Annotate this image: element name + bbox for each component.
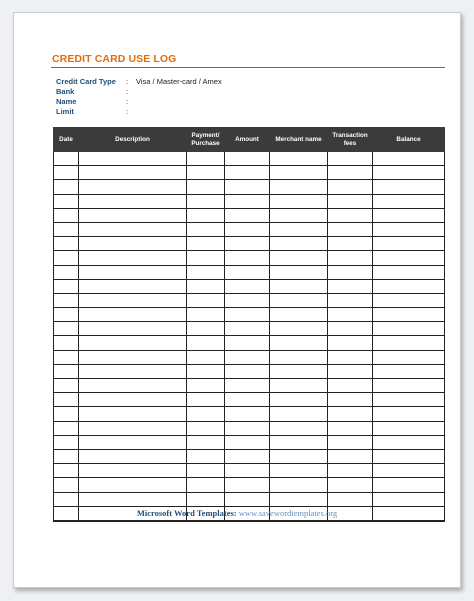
table-cell[interactable]	[79, 251, 187, 265]
table-cell[interactable]	[225, 364, 270, 378]
table-cell[interactable]	[270, 237, 328, 251]
table-cell[interactable]	[373, 464, 445, 478]
table-cell[interactable]	[270, 322, 328, 336]
table-cell[interactable]	[225, 308, 270, 322]
table-row	[54, 279, 445, 293]
table-cell[interactable]	[373, 364, 445, 378]
table-cell[interactable]	[187, 322, 225, 336]
info-label: Limit	[56, 107, 74, 116]
table-cell[interactable]	[225, 407, 270, 421]
table-cell[interactable]	[187, 393, 225, 407]
table-cell[interactable]	[79, 478, 187, 492]
table-cell[interactable]	[54, 322, 79, 336]
table-cell[interactable]	[187, 421, 225, 435]
table-cell[interactable]	[270, 393, 328, 407]
table-cell[interactable]	[54, 265, 79, 279]
table-cell[interactable]	[328, 222, 373, 236]
table-cell[interactable]	[373, 222, 445, 236]
table-cell[interactable]	[54, 279, 79, 293]
table-cell[interactable]	[373, 478, 445, 492]
table-cell[interactable]	[373, 435, 445, 449]
table-cell[interactable]	[79, 379, 187, 393]
column-header-date: Date	[54, 128, 79, 152]
table-cell[interactable]	[187, 478, 225, 492]
footer	[14, 508, 460, 518]
credit-card-log-table	[53, 127, 445, 522]
table-cell[interactable]	[270, 251, 328, 265]
table-cell[interactable]	[225, 492, 270, 506]
table-row	[54, 407, 445, 421]
info-value: Visa / Master-card / Amex	[136, 77, 222, 86]
column-header-description: Description	[79, 128, 187, 152]
table-cell[interactable]	[328, 435, 373, 449]
table-row	[54, 194, 445, 208]
table-cell[interactable]	[187, 336, 225, 350]
info-row-card-type	[56, 77, 222, 87]
table-cell[interactable]	[187, 208, 225, 222]
table-cell[interactable]	[187, 364, 225, 378]
table-cell[interactable]	[328, 379, 373, 393]
table-cell[interactable]	[373, 336, 445, 350]
table-cell[interactable]	[79, 421, 187, 435]
table-cell[interactable]	[187, 407, 225, 421]
table-cell[interactable]	[79, 322, 187, 336]
table-cell[interactable]	[328, 279, 373, 293]
table-cell[interactable]	[54, 208, 79, 222]
table-cell[interactable]	[79, 293, 187, 307]
info-label: Credit Card Type	[56, 77, 116, 86]
table-cell[interactable]	[328, 350, 373, 364]
table-cell[interactable]	[328, 407, 373, 421]
table-row	[54, 336, 445, 350]
table-row	[54, 449, 445, 463]
table-cell[interactable]	[373, 293, 445, 307]
card-info-block	[56, 77, 222, 117]
table-cell[interactable]	[328, 336, 373, 350]
table-cell[interactable]	[54, 251, 79, 265]
table-cell[interactable]	[79, 435, 187, 449]
table-cell[interactable]	[328, 237, 373, 251]
table-header-row	[54, 128, 445, 152]
table-cell[interactable]	[373, 152, 445, 166]
table-cell[interactable]	[54, 435, 79, 449]
table-cell[interactable]	[79, 350, 187, 364]
table-row	[54, 364, 445, 378]
table-cell[interactable]	[54, 293, 79, 307]
table-row	[54, 464, 445, 478]
table-cell[interactable]	[270, 350, 328, 364]
table-cell[interactable]	[187, 265, 225, 279]
table-cell[interactable]	[225, 322, 270, 336]
table-cell[interactable]	[79, 393, 187, 407]
table-cell[interactable]	[373, 308, 445, 322]
table-cell[interactable]	[328, 308, 373, 322]
table-cell[interactable]	[328, 478, 373, 492]
table-cell[interactable]	[328, 152, 373, 166]
table-cell[interactable]	[187, 166, 225, 180]
info-colon: :	[126, 77, 129, 86]
table-cell[interactable]	[373, 393, 445, 407]
table-cell[interactable]	[225, 379, 270, 393]
table-cell[interactable]	[328, 166, 373, 180]
table-cell[interactable]	[373, 449, 445, 463]
table-cell[interactable]	[328, 265, 373, 279]
table-cell[interactable]	[225, 393, 270, 407]
table-row	[54, 293, 445, 307]
table-cell[interactable]	[373, 251, 445, 265]
page-title: CREDIT CARD USE LOG	[52, 53, 177, 65]
table-cell[interactable]	[373, 407, 445, 421]
table-cell[interactable]	[54, 194, 79, 208]
table-cell[interactable]	[373, 194, 445, 208]
table-cell[interactable]	[187, 293, 225, 307]
table-cell[interactable]	[225, 435, 270, 449]
table-cell[interactable]	[270, 435, 328, 449]
table-cell[interactable]	[54, 364, 79, 378]
table-cell[interactable]	[225, 478, 270, 492]
table-cell[interactable]	[225, 350, 270, 364]
table-cell[interactable]	[328, 449, 373, 463]
info-label: Name	[56, 97, 77, 106]
info-colon: :	[126, 97, 129, 106]
table-cell[interactable]	[187, 492, 225, 506]
table-cell[interactable]	[54, 379, 79, 393]
table-cell[interactable]	[225, 152, 270, 166]
table-cell[interactable]	[270, 364, 328, 378]
table-row	[54, 350, 445, 364]
table-cell[interactable]	[187, 251, 225, 265]
table-row	[54, 265, 445, 279]
table-cell[interactable]	[373, 180, 445, 194]
table-cell[interactable]	[373, 265, 445, 279]
table-row	[54, 393, 445, 407]
table-cell[interactable]	[270, 152, 328, 166]
table-cell[interactable]	[54, 152, 79, 166]
table-cell[interactable]	[270, 336, 328, 350]
table-cell[interactable]	[225, 265, 270, 279]
table-cell[interactable]	[54, 464, 79, 478]
table-cell[interactable]	[54, 449, 79, 463]
table-cell[interactable]	[270, 293, 328, 307]
table-cell[interactable]	[373, 237, 445, 251]
table-cell[interactable]	[225, 336, 270, 350]
table-cell[interactable]	[187, 222, 225, 236]
info-row-limit	[56, 107, 222, 117]
table-cell[interactable]	[328, 208, 373, 222]
table-cell[interactable]	[187, 435, 225, 449]
table-row	[54, 251, 445, 265]
info-row-name	[56, 97, 222, 107]
table-cell[interactable]	[270, 208, 328, 222]
table-cell[interactable]	[79, 492, 187, 506]
table-cell[interactable]	[54, 180, 79, 194]
table-cell[interactable]	[373, 350, 445, 364]
table-cell[interactable]	[328, 293, 373, 307]
info-colon: :	[126, 87, 129, 96]
table-row	[54, 237, 445, 251]
table-cell[interactable]	[79, 279, 187, 293]
table-row	[54, 421, 445, 435]
table-row	[54, 435, 445, 449]
table-cell[interactable]	[54, 407, 79, 421]
column-header-payment-purchase: Payment/ Purchase	[187, 128, 225, 152]
table-cell[interactable]	[54, 350, 79, 364]
table-cell[interactable]	[79, 194, 187, 208]
table-row	[54, 208, 445, 222]
table-cell[interactable]	[54, 421, 79, 435]
table-cell[interactable]	[54, 492, 79, 506]
footer-url-link[interactable]: www.savewordtemplates.org	[238, 508, 338, 518]
table-cell[interactable]	[187, 279, 225, 293]
table-cell[interactable]	[270, 464, 328, 478]
table-cell[interactable]	[54, 393, 79, 407]
table-cell[interactable]	[373, 279, 445, 293]
column-header-transaction-fees: Transaction fees	[328, 128, 373, 152]
table-cell[interactable]	[79, 336, 187, 350]
table-cell[interactable]	[187, 350, 225, 364]
table-cell[interactable]	[270, 194, 328, 208]
table-cell[interactable]	[328, 322, 373, 336]
table-cell[interactable]	[328, 421, 373, 435]
table-cell[interactable]	[328, 251, 373, 265]
table-cell[interactable]	[54, 237, 79, 251]
table-cell[interactable]	[79, 166, 187, 180]
table-cell[interactable]	[79, 364, 187, 378]
document-page	[13, 12, 461, 588]
table-cell[interactable]	[328, 492, 373, 506]
footer-label: Microsoft Word Templates:	[136, 508, 237, 518]
column-header-balance: Balance	[373, 128, 445, 152]
title-divider	[51, 67, 445, 68]
table-cell[interactable]	[373, 208, 445, 222]
table-cell[interactable]	[187, 194, 225, 208]
table-row	[54, 478, 445, 492]
table-cell[interactable]	[373, 492, 445, 506]
table-cell[interactable]	[225, 180, 270, 194]
table-cell[interactable]	[225, 194, 270, 208]
table-cell[interactable]	[54, 222, 79, 236]
info-colon: :	[126, 107, 129, 116]
table-cell[interactable]	[328, 180, 373, 194]
table-cell[interactable]	[270, 265, 328, 279]
table-cell[interactable]	[225, 166, 270, 180]
table-cell[interactable]	[270, 492, 328, 506]
table-cell[interactable]	[79, 152, 187, 166]
table-cell[interactable]	[79, 222, 187, 236]
table-cell[interactable]	[270, 180, 328, 194]
table-row	[54, 322, 445, 336]
table-cell[interactable]	[270, 407, 328, 421]
table-cell[interactable]	[187, 308, 225, 322]
table-cell[interactable]	[79, 308, 187, 322]
table-cell[interactable]	[225, 293, 270, 307]
table-cell[interactable]	[270, 449, 328, 463]
table-cell[interactable]	[79, 407, 187, 421]
table-cell[interactable]	[225, 279, 270, 293]
table-cell[interactable]	[270, 308, 328, 322]
table-row	[54, 379, 445, 393]
table-cell[interactable]	[270, 279, 328, 293]
table-cell[interactable]	[225, 449, 270, 463]
table-cell[interactable]	[270, 478, 328, 492]
column-header-merchant-name: Merchant name	[270, 128, 328, 152]
table-row	[54, 308, 445, 322]
table-cell[interactable]	[187, 379, 225, 393]
column-header-amount: Amount	[225, 128, 270, 152]
table-cell[interactable]	[187, 464, 225, 478]
table-cell[interactable]	[328, 194, 373, 208]
table-cell[interactable]	[54, 166, 79, 180]
table-cell[interactable]	[54, 336, 79, 350]
table-cell[interactable]	[225, 208, 270, 222]
table-row	[54, 222, 445, 236]
table-cell[interactable]	[79, 464, 187, 478]
table-cell[interactable]	[79, 265, 187, 279]
table-cell[interactable]	[373, 322, 445, 336]
table-cell[interactable]	[270, 421, 328, 435]
table-cell[interactable]	[54, 478, 79, 492]
table-cell[interactable]	[79, 237, 187, 251]
table-cell[interactable]	[270, 222, 328, 236]
table-row	[54, 166, 445, 180]
table-row	[54, 152, 445, 166]
table-cell[interactable]	[270, 166, 328, 180]
table-cell[interactable]	[373, 166, 445, 180]
table-cell[interactable]	[225, 251, 270, 265]
table-cell[interactable]	[373, 379, 445, 393]
table-cell[interactable]	[225, 237, 270, 251]
table-cell[interactable]	[328, 393, 373, 407]
table-cell[interactable]	[187, 180, 225, 194]
table-cell[interactable]	[79, 449, 187, 463]
table-cell[interactable]	[225, 421, 270, 435]
table-cell[interactable]	[187, 237, 225, 251]
table-row	[54, 180, 445, 194]
table-cell[interactable]	[328, 364, 373, 378]
table-cell[interactable]	[373, 421, 445, 435]
table-cell[interactable]	[270, 379, 328, 393]
table-cell[interactable]	[187, 449, 225, 463]
info-label: Bank	[56, 87, 75, 96]
table-cell[interactable]	[225, 464, 270, 478]
table-cell[interactable]	[79, 180, 187, 194]
table-cell[interactable]	[54, 308, 79, 322]
table-row	[54, 492, 445, 506]
table-cell[interactable]	[225, 222, 270, 236]
table-cell[interactable]	[187, 152, 225, 166]
table-body	[54, 152, 445, 521]
table-cell[interactable]	[79, 208, 187, 222]
info-row-bank	[56, 87, 222, 97]
table-cell[interactable]	[328, 464, 373, 478]
